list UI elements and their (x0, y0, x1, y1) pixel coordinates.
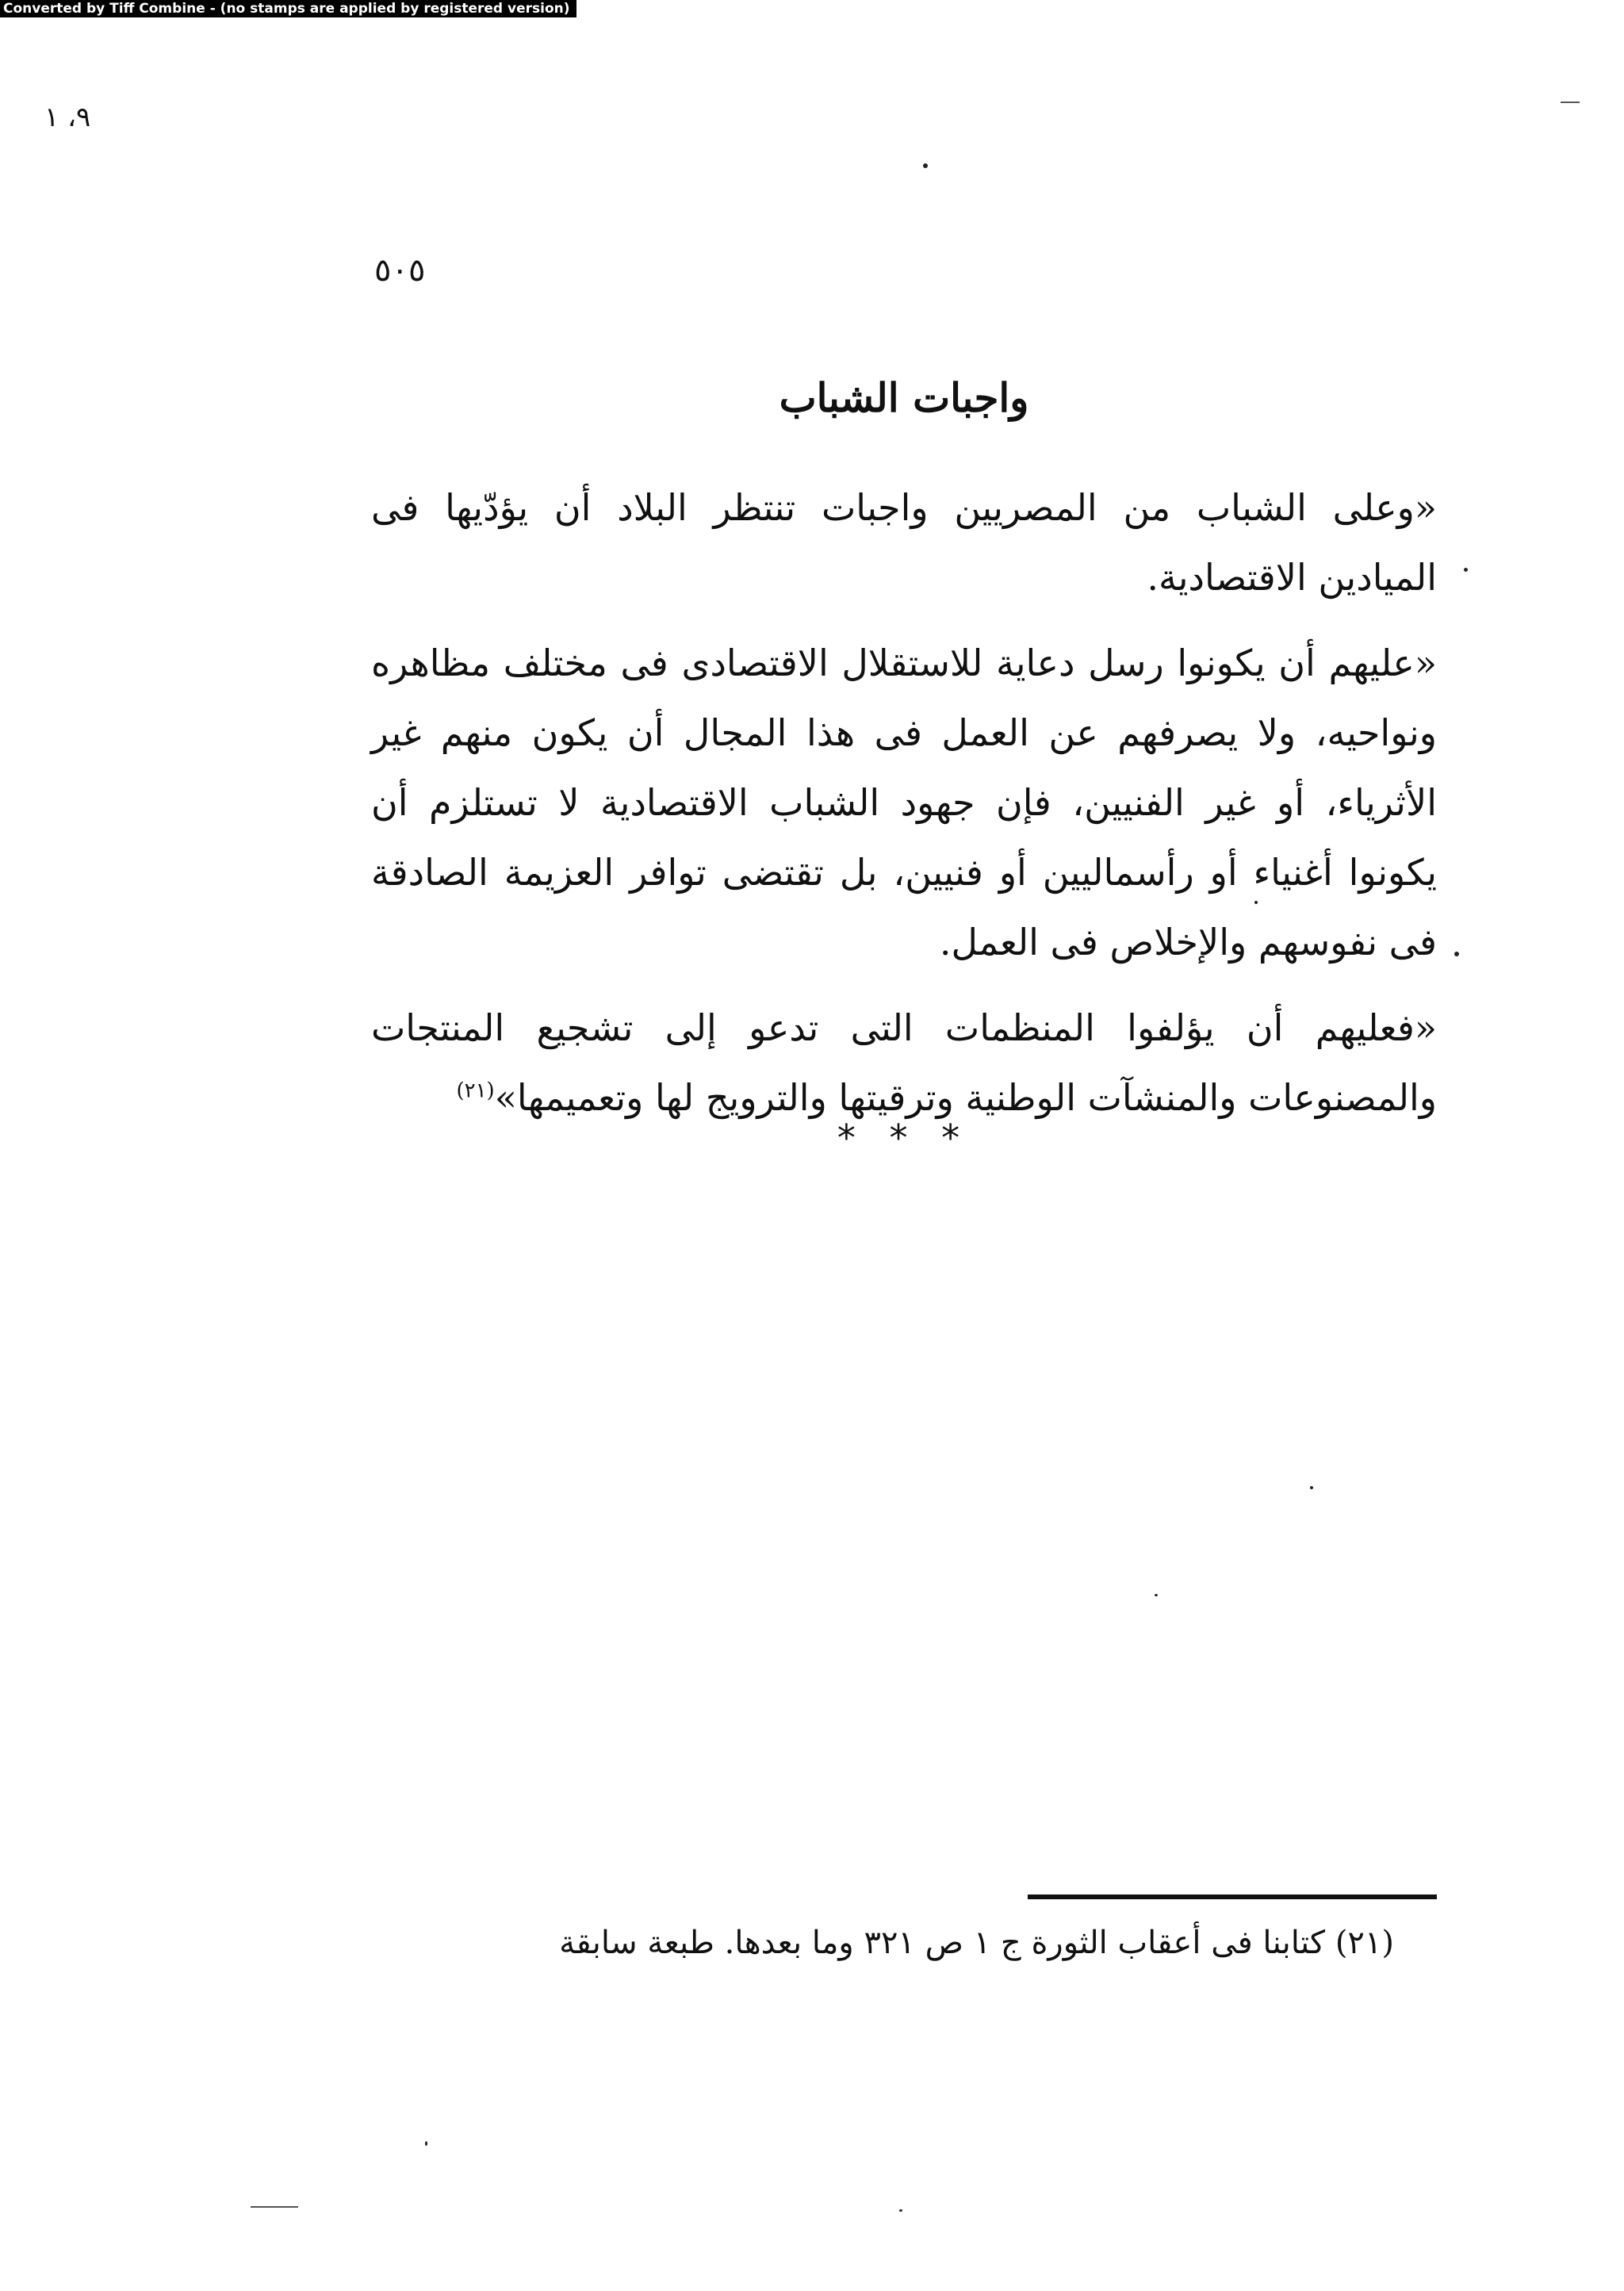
paragraph-2: «عليهم أن يكونوا رسل دعاية للاستقلال الاقتصادى فى مختلف مظاهره ونواحيه، ولا يصرفهم عن العمل فى هذا المجال أن يكون منهم غير الأثرياء، أو غير الفنيين، فإن جهود الشباب الاقتصادية لا تستلزم أن يكونوا أغنياء أو رأسماليين أو فنيين، بل تقتضى توافر العزيمة الصادقة فى نفوسهم والإخلاص فى العمل. (371, 642, 1437, 964)
footnote-rule (1028, 1894, 1437, 1899)
converter-banner: Converted by Tiff Combine - (no stamps are applied by registered version) (0, 0, 576, 17)
paragraph-3 (371, 993, 1437, 1132)
scan-speck (1155, 1594, 1158, 1596)
section-separator: * * * (837, 1117, 971, 1159)
page-number: ٥٠٥ (374, 252, 426, 289)
scan-speck (1464, 568, 1468, 572)
scan-speck (899, 2209, 902, 2212)
body-text (371, 473, 1437, 1148)
scan-speck (425, 2141, 427, 2146)
paragraph-3-text: «فعليهم أن يؤلفوا المنظمات التى تدعو إلى تشجيع المنتجات والمصنوعات والمنشآت الوطنية وترقيتها والترويج لها وتعميمها» (371, 1006, 1437, 1119)
scan-speck (1454, 952, 1459, 956)
section-title: واجبات الشباب (779, 374, 1029, 421)
corner-mark: ٩، ١ (44, 102, 91, 133)
scan-speck (923, 163, 928, 168)
footnote-reference: (٢١) (456, 1078, 495, 1103)
paragraph-1: «وعلى الشباب من المصريين واجبات تنتظر البلاد أن يؤدّيها فى الميادين الاقتصادية. (371, 486, 1437, 599)
bottom-dash (251, 2206, 298, 2208)
corner-dash (1561, 102, 1580, 103)
footnote: (٢١) كتابنا فى أعقاب الثورة ج ١ ص ٣٢١ وما بعدها. طبعة سابقة (559, 1925, 1394, 1961)
scan-speck (1310, 1486, 1313, 1489)
